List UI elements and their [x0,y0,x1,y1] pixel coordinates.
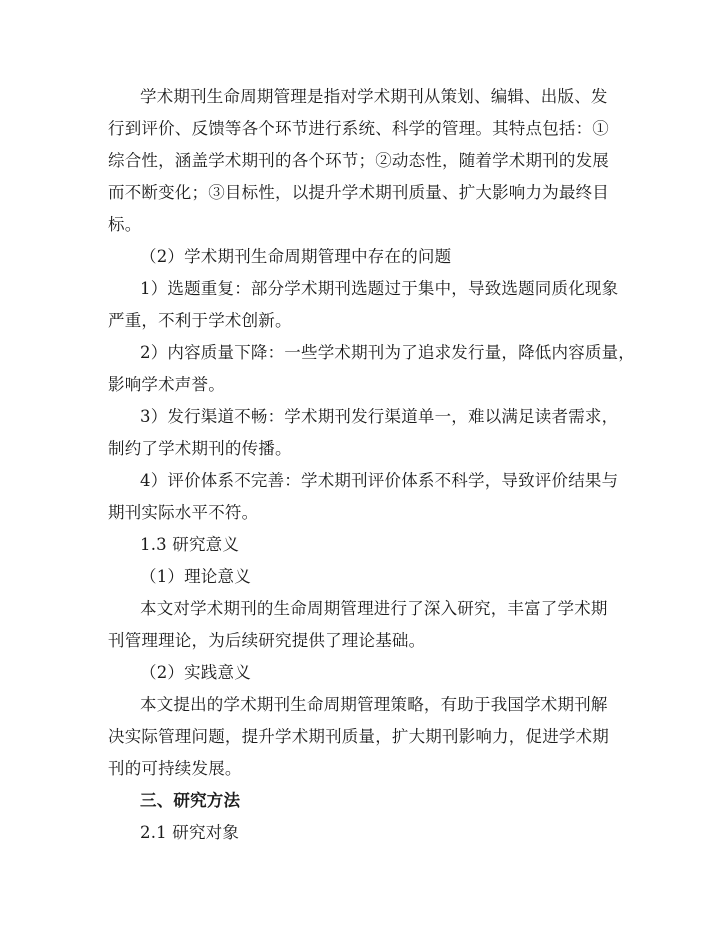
paragraph-line: 决实际管理问题，提升学术期刊质量，扩大期刊影响力，促进学术期 [108,727,609,746]
list-item-line: 1）选题重复：部分学术期刊选题过于集中，导致选题同质化现象 [140,279,619,298]
list-item-line: 3）发行渠道不畅：学术期刊发行渠道单一，难以满足读者需求， [140,407,619,426]
paragraph-line: 本文对学术期刊的生命周期管理进行了深入研究，丰富了学术期 [140,599,608,618]
section-heading: 2.1 研究对象 [140,823,240,842]
list-item-line: 严重，不利于学术创新。 [108,311,292,330]
paragraph-line: 刊管理理论，为后续研究提供了理论基础。 [108,631,426,650]
paragraph-line: 学术期刊生命周期管理是指对学术期刊从策划、编辑、出版、发 [140,87,608,106]
paragraph-line: 标。 [108,215,142,234]
section-heading: 1.3 研究意义 [140,535,240,554]
subheading: （1）理论意义 [140,567,251,586]
paragraph-line: 刊的可持续发展。 [108,759,242,778]
chapter-heading: 三、研究方法 [140,791,241,810]
list-item-line: 影响学术声誉。 [108,375,225,394]
list-item-line: 2）内容质量下降：一些学术期刊为了追求发行量，降低内容质量， [140,343,635,362]
list-item-line: 制约了学术期刊的传播。 [108,439,292,458]
paragraph-line: 综合性，涵盖学术期刊的各个环节；②动态性，随着学术期刊的发展 [108,151,609,170]
list-item-line: 4）评价体系不完善：学术期刊评价体系不科学，导致评价结果与 [140,471,619,490]
paragraph-line: 本文提出的学术期刊生命周期管理策略，有助于我国学术期刊解 [140,695,608,714]
paragraph-line: 而不断变化；③目标性，以提升学术期刊质量、扩大影响力为最终目 [108,183,609,202]
list-item-line: 期刊实际水平不符。 [108,503,259,522]
subheading: （2）实践意义 [140,663,251,682]
paragraph-line: 行到评价、反馈等各个环节进行系统、科学的管理。其特点包括：① [108,119,609,138]
subheading: （2）学术期刊生命周期管理中存在的问题 [140,247,452,266]
